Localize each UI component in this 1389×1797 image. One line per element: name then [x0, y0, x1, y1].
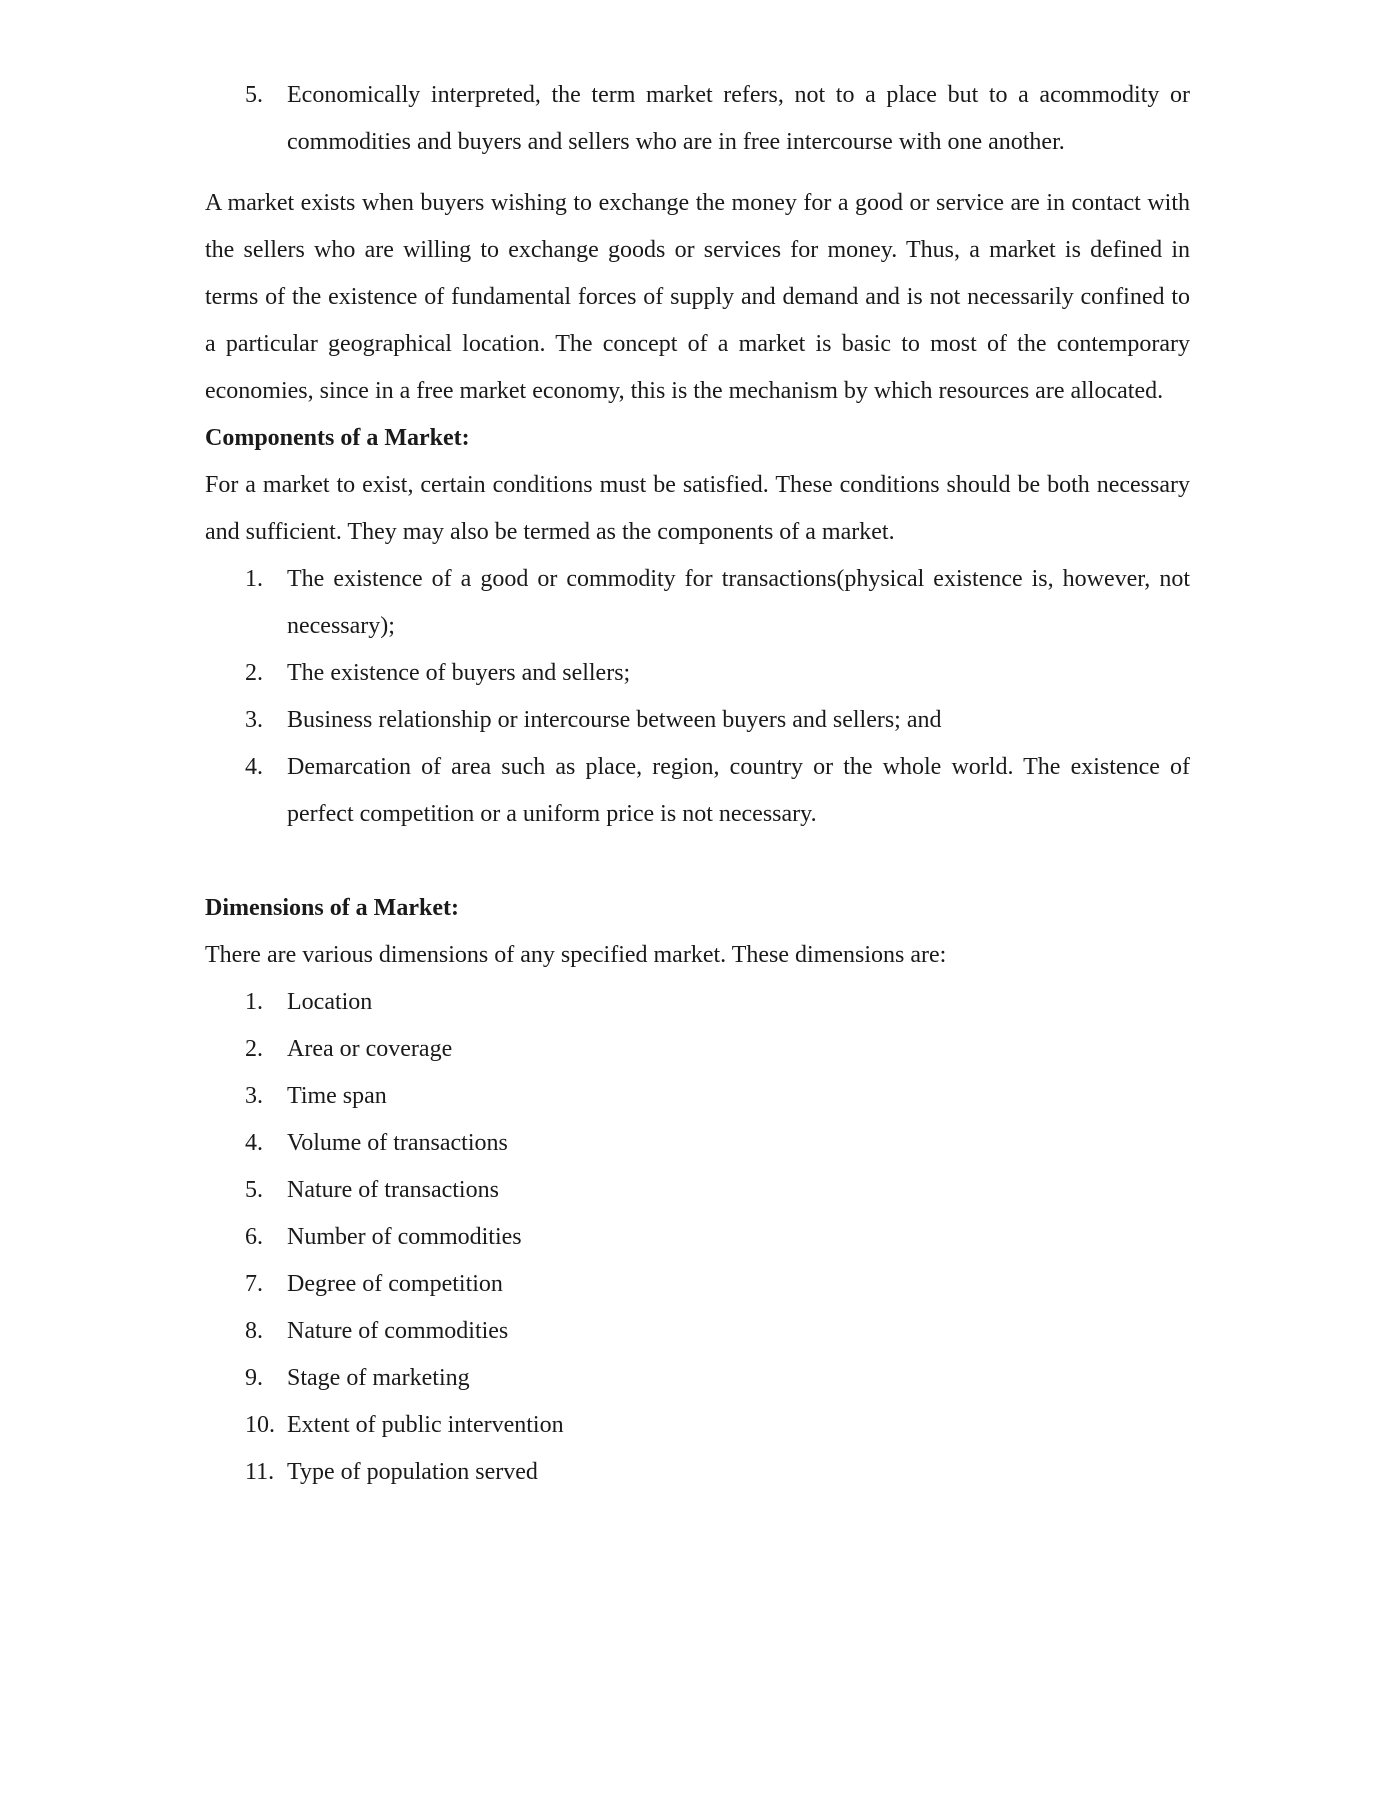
list-item: [205, 1120, 1190, 1167]
list-text: Number of commodities: [287, 1224, 522, 1250]
list-number: 3.: [245, 707, 263, 733]
list-item: [205, 697, 1190, 744]
list-item: [205, 1073, 1190, 1120]
list-item: [205, 1402, 1190, 1449]
dimensions-heading: Dimensions of a Market:: [205, 895, 459, 921]
components-heading: Components of a Market:: [205, 425, 470, 451]
list-item: [205, 72, 1190, 166]
list-number: 9.: [245, 1365, 263, 1391]
list-number: 3.: [245, 1083, 263, 1109]
list-number: 5.: [245, 82, 263, 108]
list-text: The existence of buyers and sellers;: [287, 660, 631, 686]
list-text: Time span: [287, 1083, 387, 1109]
list-text: Demarcation of area such as place, region, country or the whole world. The existence of perfect competition or a uniform price is not necessary.: [287, 754, 1190, 827]
list-item: [205, 744, 1190, 838]
list-text: The existence of a good or commodity for transactions(physical existence is, however, not necessary);: [287, 566, 1190, 639]
dimensions-list: [205, 979, 1190, 1496]
list-number: 8.: [245, 1318, 263, 1344]
intro-list: [205, 72, 1190, 166]
list-item: [205, 1026, 1190, 1073]
components-intro: For a market to exist, certain conditions must be satisfied. These conditions should be both necessary and sufficient. They may also be termed as the components of a market.: [205, 472, 1190, 545]
list-number: 11.: [245, 1459, 275, 1485]
list-item: [205, 1214, 1190, 1261]
list-text: Nature of transactions: [287, 1177, 499, 1203]
list-number: 6.: [245, 1224, 263, 1250]
list-number: 4.: [245, 1130, 263, 1156]
list-number: 2.: [245, 660, 263, 686]
list-item: [205, 556, 1190, 650]
document-page: [205, 72, 1190, 1496]
list-number: 5.: [245, 1177, 263, 1203]
list-number: 4.: [245, 754, 263, 780]
list-text: Volume of transactions: [287, 1130, 508, 1156]
list-number: 1.: [245, 566, 263, 592]
list-text: Stage of marketing: [287, 1365, 470, 1391]
list-text: Business relationship or intercourse between buyers and sellers; and: [287, 707, 942, 733]
list-item: [205, 1261, 1190, 1308]
list-item: [205, 1167, 1190, 1214]
list-item: [205, 1308, 1190, 1355]
list-number: 1.: [245, 989, 263, 1015]
list-text: Economically interpreted, the term market refers, not to a place but to a acommodity or commodities and buyers and sellers who are in free intercourse with one another.: [287, 82, 1190, 155]
list-text: Location: [287, 989, 373, 1015]
list-item: [205, 979, 1190, 1026]
list-text: Nature of commodities: [287, 1318, 509, 1344]
list-text: Area or coverage: [287, 1036, 453, 1062]
list-number: 2.: [245, 1036, 263, 1062]
list-number: 10.: [245, 1412, 275, 1438]
list-text: Degree of competition: [287, 1271, 503, 1297]
list-text: Extent of public intervention: [287, 1412, 564, 1438]
components-list: [205, 556, 1190, 838]
market-paragraph: A market exists when buyers wishing to exchange the money for a good or service are in contact with the sellers who are willing to exchange goods or services for money. Thus, a market is defined in terms of the existence of fundamental forces of supply and demand and is not necessarily confined to a particular geographical location. The concept of a market is basic to most of the contemporary economies, since in a free market economy, this is the mechanism by which resources are allocated.: [205, 190, 1190, 404]
list-item: [205, 1355, 1190, 1402]
dimensions-intro: There are various dimensions of any specified market. These dimensions are:: [205, 942, 947, 968]
list-text: Type of population served: [287, 1459, 538, 1485]
list-item: [205, 650, 1190, 697]
list-number: 7.: [245, 1271, 263, 1297]
list-item: [205, 1449, 1190, 1496]
